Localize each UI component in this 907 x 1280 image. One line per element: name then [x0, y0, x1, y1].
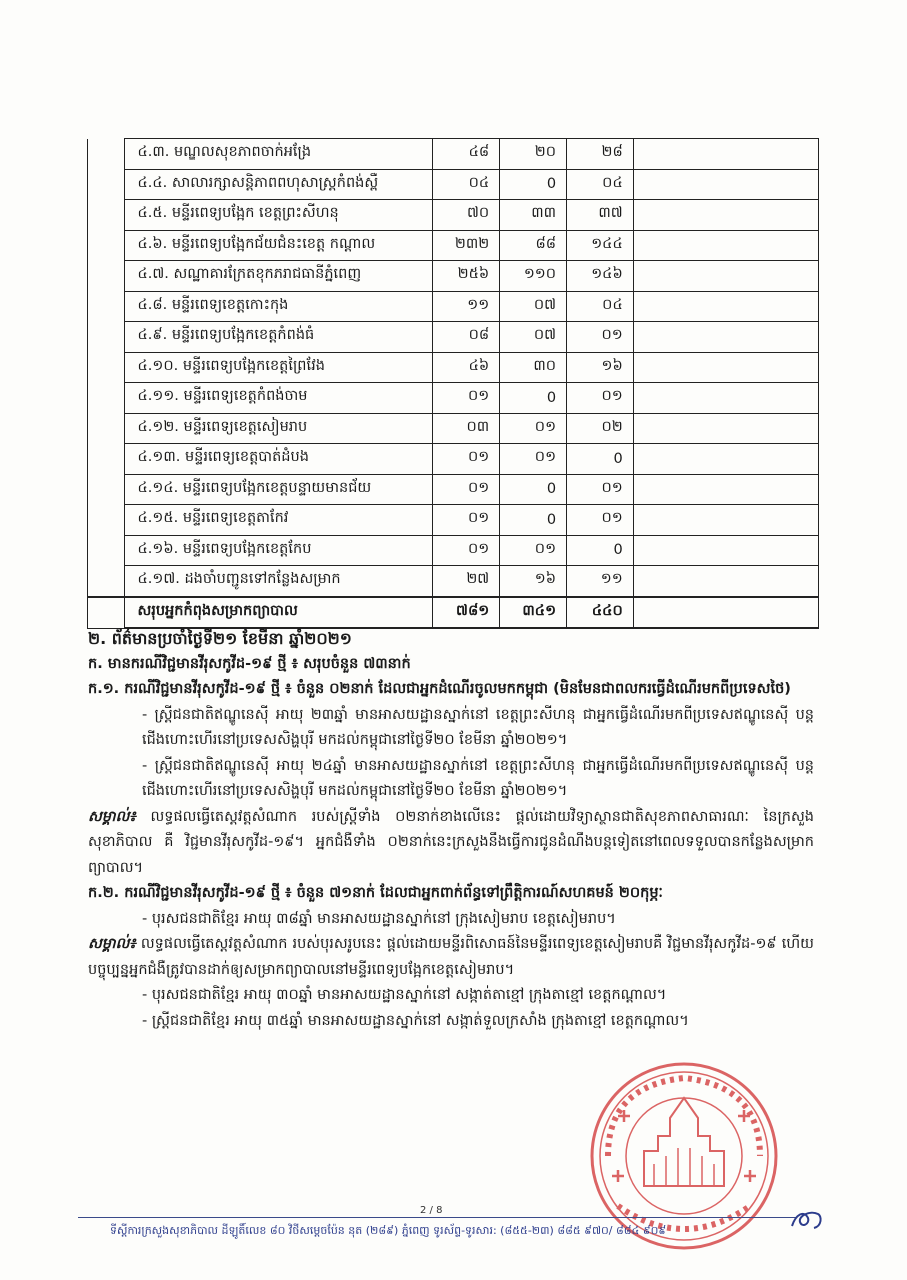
case-paragraph: - បុរសជនជាតិខ្មែរ អាយុ ៣០ឆ្នាំ មានអាសយដ្ឋានស្នាក់នៅ សង្កាត់តាខ្មៅ ក្រុងតាខ្មៅ ខេត្តកណ្តាល។ [142, 987, 667, 1003]
under-treatment-cell: ០១ [567, 322, 634, 353]
facility-name-cell: ៤.១៦. មន្ទីរពេទ្យបង្អែកខេត្តកែប [125, 535, 433, 566]
signature-initials [788, 1204, 828, 1234]
footer-divider [78, 1217, 796, 1218]
empty-cell [633, 383, 818, 414]
total-cases-cell: ០៣ [433, 413, 500, 444]
empty-cell [633, 352, 818, 383]
empty-cell [633, 535, 818, 566]
spacer-cell [88, 474, 125, 505]
facility-name-cell: ៤.១៧. ដងចាំបញ្ជូនទៅកន្លែងសម្រាក [125, 566, 433, 597]
spacer-cell [88, 322, 125, 353]
spacer-cell [88, 566, 125, 597]
recovered-cell: ០១ [500, 413, 567, 444]
table-row [88, 474, 819, 505]
facility-name-cell: ៤.៣. មណ្ឌលសុខភាពចាក់អង្រែ [125, 139, 433, 170]
note-paragraph [88, 805, 814, 882]
facility-name-cell: ៤.៩. មន្ទីរពេទ្យបង្អែកខេត្តកំពង់ធំ [125, 322, 433, 353]
footer-address: ទីស្តីការក្រសួងសុខាភិបាល ដីឡូតិ៍លេខ ៨០ វិថីសម្តេចប៉ែន នុត (២៨៩) ភ្នំពេញ ទូរស័ព្ទ-ទូរសារ: (៨៥៥-២៣) ៨៨៥ ៩៧០/ ៨៨៤ ៩០៩ [110, 1224, 667, 1237]
total-cases-cell: ១១ [433, 291, 500, 322]
under-treatment-cell: ០៤ [567, 291, 634, 322]
table-row [88, 291, 819, 322]
total-cases-cell: ០១ [433, 535, 500, 566]
table-total-row [88, 597, 819, 629]
under-treatment-cell: ១១ [567, 566, 634, 597]
empty-cell [633, 322, 818, 353]
total-cases-cell: ៧០ [433, 200, 500, 231]
total-cases-cell: ០១ [433, 474, 500, 505]
facility-name-cell: ៤.១៤. មន្ទីរពេទ្យបង្អែកខេត្តបន្ទាយមានជ័យ [125, 474, 433, 505]
facility-name-cell: ៤.៧. សណ្ឋាគារក្រែតខុកភរាជធានីភ្នំពេញ [125, 261, 433, 292]
table-row [88, 322, 819, 353]
recovered-cell: ០៧ [500, 291, 567, 322]
table-row [88, 566, 819, 597]
total-cases-cell: ២៧ [433, 566, 500, 597]
facility-name-cell: ៤.៨. មន្ទីរពេទ្យខេត្តកោះកុង [125, 291, 433, 322]
note-label: សម្គាល់៖ [88, 808, 136, 825]
subsection-a: ក. មានករណីវិជ្ជមានវីរុសកូវីដ-១៩ ថ្មី ៖ សរុបចំនួន ៧៣នាក់ [88, 655, 411, 672]
spacer-cell [88, 383, 125, 414]
under-treatment-cell: ០១ [567, 505, 634, 536]
empty-cell [633, 566, 818, 597]
spacer-cell [88, 444, 125, 475]
under-treatment-cell: ០៤ [567, 169, 634, 200]
under-treatment-cell: ០១ [567, 383, 634, 414]
recovered-cell: ៨៨ [500, 230, 567, 261]
table-body [88, 139, 819, 629]
empty-cell [633, 444, 818, 475]
facility-name-cell: ៤.១០. មន្ទីរពេទ្យបង្អែកខេត្តព្រៃវែង [125, 352, 433, 383]
under-treatment-cell: ៤៤០ [567, 597, 634, 629]
empty-cell [633, 200, 818, 231]
section-heading: ២. ព័ត៌មានប្រចាំថ្ងៃទី២១ ខែមីនា ឆ្នាំ២០២១ [88, 629, 352, 648]
empty-cell [633, 597, 818, 629]
empty-cell [633, 505, 818, 536]
spacer-cell [88, 597, 125, 629]
under-treatment-cell: ០២ [567, 413, 634, 444]
total-cases-cell: ៤៨ [433, 139, 500, 170]
facility-name-cell: ៤.១៣. មន្ទីរពេទ្យខេត្តបាត់ដំបង [125, 444, 433, 475]
facility-name-cell: ៤.៥. មន្ទីរពេទ្យបង្អែក ខេត្តព្រះសីហនុ [125, 200, 433, 231]
total-cases-cell: ២៥៦ [433, 261, 500, 292]
empty-cell [633, 291, 818, 322]
empty-cell [633, 169, 818, 200]
table-row [88, 352, 819, 383]
spacer-cell [88, 169, 125, 200]
table-row [88, 169, 819, 200]
recovered-cell: ៣០ [500, 352, 567, 383]
recovered-cell: 0 [500, 169, 567, 200]
total-cases-cell: ០៨ [433, 322, 500, 353]
facility-name-cell: ៤.១១. មន្ទីរពេទ្យខេត្តកំពង់ចាម [125, 383, 433, 414]
recovered-cell: ០១ [500, 444, 567, 475]
recovered-cell: 0 [500, 383, 567, 414]
page-number: 2 / 8 [420, 1205, 443, 1216]
note-text: លទ្ធផលធ្វើតេស្តវត្តសំណាក របស់បុរសរូបនេះ ផ្តល់ដោយមន្ទីរពិសោធន៍នៃមន្ទីរពេទ្យខេត្តសៀមរាបគឺ វិជ្ជមានវីរុសកូវីដ-១៩ ហើយបច្ចុប្បន្នអ្នកជំងឺត្រូវបានដាក់ឲ្យសម្រាកព្យាបាលនៅមន្ទីរពេទ្យបង្អែកខេត្តសៀមរាប។ [88, 936, 814, 978]
total-cases-cell: ០១ [433, 444, 500, 475]
case-paragraph: - ស្ត្រីជនជាតិខ្មែរ អាយុ ៣៥ឆ្នាំ មានអាសយដ្ឋានស្នាក់នៅ សង្កាត់ទួលក្រសាំង ក្រុងតាខ្មៅ ខេត្តកណ្តាល។ [142, 1012, 689, 1029]
subsection-a1: ក.១. ករណីវិជ្ជមានវីរុសកូវីដ-១៩ ថ្មី ៖ ចំនួន ០២នាក់ ដែលជាអ្នកដំណើរចូលមកកម្ពុជា (មិនមែនជាពលករធ្វើដំណើរមកពីប្រទេសថៃ) [88, 681, 791, 697]
empty-cell [633, 261, 818, 292]
recovered-cell: ១១០ [500, 261, 567, 292]
spacer-cell [88, 291, 125, 322]
case-paragraph: - ស្ត្រីជនជាតិឥណ្ឌូនេស៊ី អាយុ ២៤ឆ្នាំ មានអាសយដ្ឋានស្នាក់នៅ ខេត្តព្រះសីហនុ ជាអ្នកធ្វើដំណើរមកពីប្រទេសឥណ្ឌូនេស៊ី បន្តជើងហោះហើរនៅប្រទេសសិង្ហបុរី មកដល់កម្ពុជានៅថ្ងៃទី២០ ខែមីនា ឆ្នាំ២០២១។ [142, 757, 814, 799]
hospital-cases-table [87, 138, 819, 629]
spacer-cell [88, 352, 125, 383]
recovered-cell: ០៧ [500, 322, 567, 353]
spacer-cell [88, 200, 125, 231]
empty-cell [633, 474, 818, 505]
note-paragraph [88, 932, 814, 983]
under-treatment-cell: ៣៧ [567, 200, 634, 231]
table-row [88, 139, 819, 170]
recovered-cell: ១៦ [500, 566, 567, 597]
total-cases-cell: ០១ [433, 505, 500, 536]
empty-cell [633, 139, 818, 170]
total-cases-cell: ៧៨១ [433, 597, 500, 629]
table-row [88, 505, 819, 536]
facility-name-cell: ៤.៤. សាលារក្សាសន្តិភាពពហុសាស្រ្តកំពង់ស្ពឺ [125, 169, 433, 200]
recovered-cell: 0 [500, 505, 567, 536]
under-treatment-cell: ១៤៦ [567, 261, 634, 292]
table-row [88, 383, 819, 414]
table-row [88, 535, 819, 566]
note-label: សម្គាល់៖ [88, 936, 136, 952]
under-treatment-cell: ០១ [567, 474, 634, 505]
case-paragraph: - ស្ត្រីជនជាតិឥណ្ឌូនេស៊ី អាយុ ២៣ឆ្នាំ មានអាសយដ្ឋានស្នាក់នៅ ខេត្តព្រះសីហនុ ជាអ្នកធ្វើដំណើរមកពីប្រទេសឥណ្ឌូនេស៊ី បន្តជើងហោះហើរនៅប្រទេសសិង្ហបុរី មកដល់កម្ពុជានៅថ្ងៃទី២០ ខែមីនា ឆ្នាំ២០២១។ [142, 706, 814, 748]
empty-cell [633, 230, 818, 261]
spacer-cell [88, 230, 125, 261]
facility-name-cell: ៤.១៥. មន្ទីរពេទ្យខេត្តតាកែវ [125, 505, 433, 536]
table-row [88, 413, 819, 444]
note-text: លទ្ធផលធ្វើតេស្តវត្តសំណាក របស់ស្ត្រីទាំង ០២នាក់ខាងលើនេះ ផ្តល់ដោយវិទ្យាស្ថានជាតិសុខភាពសាធារណៈ នៃក្រសួងសុខាភិបាល គឺ វិជ្ជមានវីរុសកូវីដ-១៩។ អ្នកជំងឺទាំង ០២នាក់នេះក្រសួងនឹងធ្វើការជូនដំណឹងបន្តទៀតនៅពេលទទួលបានកន្លែងសម្រាកព្យាបាល។ [88, 808, 814, 876]
recovered-cell: ៣៤១ [500, 597, 567, 629]
table-row [88, 200, 819, 231]
spacer-cell [88, 535, 125, 566]
report-text [88, 626, 814, 1034]
facility-name-cell: ៤.៦. មន្ទីរពេទ្យបង្អែកជ័យជំនះខេត្ត កណ្តាល [125, 230, 433, 261]
under-treatment-cell: 0 [567, 444, 634, 475]
total-cases-cell: ០៤ [433, 169, 500, 200]
total-cases-cell: ២៣២ [433, 230, 500, 261]
total-cases-cell: ៤៦ [433, 352, 500, 383]
table-row [88, 444, 819, 475]
under-treatment-cell: 0 [567, 535, 634, 566]
spacer-cell [88, 261, 125, 292]
spacer-cell [88, 505, 125, 536]
spacer-cell [88, 413, 125, 444]
empty-cell [633, 413, 818, 444]
case-paragraph: - បុរសជនជាតិខ្មែរ អាយុ ៣៨ឆ្នាំ មានអាសយដ្ឋានស្នាក់នៅ ក្រុងសៀមរាប ខេត្តសៀមរាប។ [142, 910, 616, 927]
total-label-cell: សរុបអ្នកកំពុងសម្រាកព្យាបាល [125, 597, 433, 629]
recovered-cell: ៣៣ [500, 200, 567, 231]
total-cases-cell: ០១ [433, 383, 500, 414]
subsection-a2: ក.២. ករណីវិជ្ជមានវីរុសកូវីដ-១៩ ថ្មី ៖ ចំនួន ៧១នាក់ ដែលជាអ្នកពាក់ព័ន្ធទៅព្រឹត្តិការណ៍សហគមន៍ ២០កុម្ភៈ [88, 885, 663, 901]
under-treatment-cell: ១៦ [567, 352, 634, 383]
table-row [88, 261, 819, 292]
table-row [88, 230, 819, 261]
under-treatment-cell: ២៨ [567, 139, 634, 170]
under-treatment-cell: ១៤៤ [567, 230, 634, 261]
recovered-cell: 0 [500, 474, 567, 505]
recovered-cell: ២០ [500, 139, 567, 170]
spacer-cell [88, 139, 125, 170]
facility-name-cell: ៤.១២. មន្ទីរពេទ្យខេត្តសៀមរាប [125, 413, 433, 444]
recovered-cell: ០១ [500, 535, 567, 566]
